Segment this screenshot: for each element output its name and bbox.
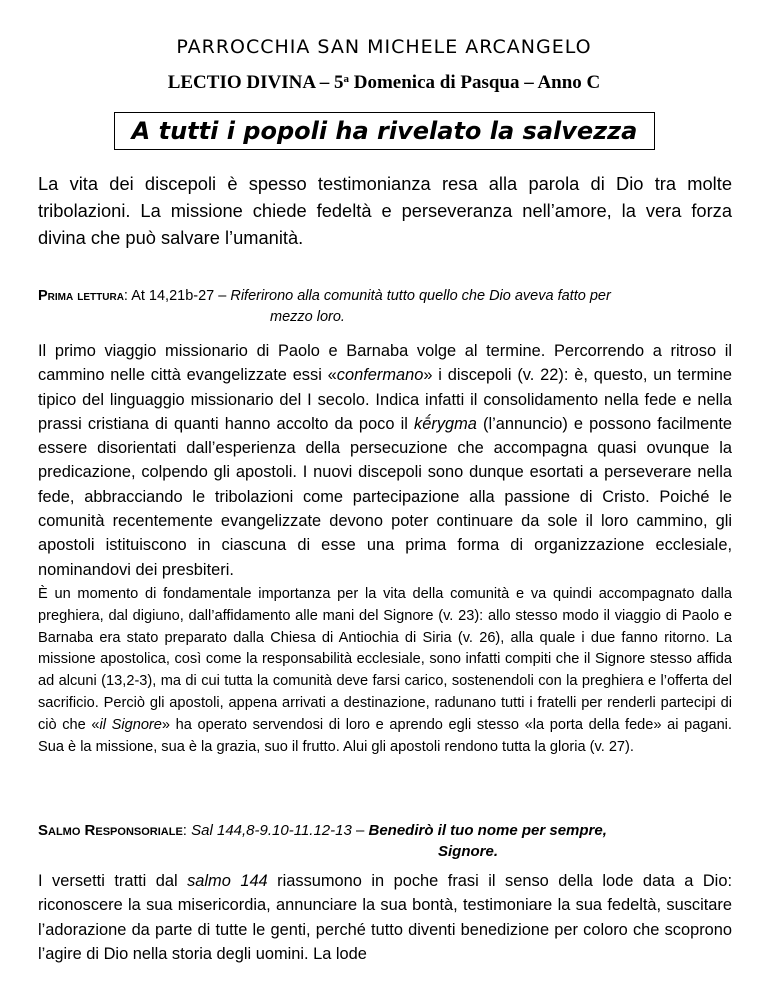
page-title: A tutti i popoli ha rivelato la salvezza bbox=[131, 117, 638, 145]
title-box bbox=[114, 112, 655, 150]
lectio-heading-post: Domenica di Pasqua – Anno C bbox=[349, 72, 601, 93]
first-reading-paragraph-1 bbox=[38, 339, 732, 582]
psalm-label: Salmo Responsoriale bbox=[38, 822, 183, 839]
psalm-dash: – bbox=[351, 822, 369, 839]
first-reading-colon: : bbox=[123, 288, 132, 304]
psalm-title-cont: Signore. bbox=[438, 843, 499, 860]
first-reading-p1-kerygma: kḗrygma bbox=[414, 414, 477, 433]
first-reading-title-cont: mezzo loro. bbox=[270, 309, 345, 325]
psalm-paragraph bbox=[38, 869, 732, 966]
first-reading-p1-c: (l’annuncio) e possono facilmente essere disorientati dall’esperienza della persecuzione che accompagna quasi ovunque la predicazione, colpendo gli apostoli. I nuovi discepoli sono dunque esortati a perseverare nella fede, abbracciando le tribolazioni come partecipazione alla passione di Cristo. Poiché le comunità recentemente evangelizzate devono poter continuare da sole il loro cammino, gli apostoli istituiscono in ciascuna di esse una prima forma di organizzazione ecclesiale, nominandovi dei presbiteri. bbox=[38, 414, 732, 579]
lectio-heading-pre: LECTIO DIVINA – 5 bbox=[167, 72, 344, 93]
psalm-colon: : bbox=[182, 822, 192, 839]
first-reading-paragraph-2 bbox=[38, 584, 732, 758]
lectio-heading bbox=[0, 72, 768, 94]
intro-paragraph: La vita dei discepoli è spesso testimonianza resa alla parola di Dio tra molte tribolazioni. La missione chiede fedeltà e perseveranza nell’amore, la vera forza divina che può salvare l’umanità. bbox=[38, 173, 732, 248]
psalm-p1-ref: salmo 144 bbox=[187, 872, 268, 890]
psalm-p1-a: I versetti tratti dal bbox=[38, 872, 188, 890]
first-reading-label: Prima lettura bbox=[38, 288, 124, 304]
first-reading-p2-a: È un momento di fondamentale importanza per la vita della comunità e va quindi accompagnato dalla preghiera, dal digiuno, dall’affidamento alle mani del Signore (v. 23): allo stesso modo il viaggio di Paolo e Barnaba era stato preparato dalla Chiesa di Antiochia di Siria (v. 26), alla quale i due fanno ritorno. La missione apostolica, così come la responsabilità ecclesiale, sono infatti compiti che il Signore stesso affida ad alcuni (13,2-3), ma di cui tutta la comunità deve farsi carico, sostenendoli con la preghiera e l’offerta del sacrificio. Perciò gli apostoli, appena arrivati a destinazione, radunano tutti i fratelli per renderli partecipi di ciò che « bbox=[38, 586, 732, 733]
psalm-heading bbox=[38, 820, 732, 862]
first-reading-ref: At 14,21b-27 – bbox=[131, 288, 231, 304]
first-reading-p1-b: » i discepoli (v. 22): è, questo, un termine tipico del linguaggio missionario del I secolo. Indica infatti il consolidamento nella fede e nella prassi cristiana di quanti hanno accolto da poco il bbox=[38, 366, 732, 433]
parish-name: PARROCCHIA SAN MICHELE ARCANGELO bbox=[176, 36, 592, 58]
first-reading-p1-a: Il primo viaggio missionario di Paolo e Barnaba volge al termine. Percorrendo a ritroso il cammino nelle città evangelizzate essi « bbox=[38, 342, 732, 385]
psalm-p1-b: riassumono in poche frasi il senso della lode data a Dio: riconoscere la sua misericordia, annunciare la sua bontà, testimoniare la sua fedeltà, suscitare l’adorazione da parte di tutte le genti, perché tutto diventi benedizione per coloro che scoprono l’agire di Dio nella storia degli uomini. La lode bbox=[38, 872, 732, 963]
psalm-ref: Sal 144,8-9.10-11.12-13 bbox=[191, 822, 352, 839]
first-reading-p2-b: » ha operato servendosi di loro e aprendo egli stesso «la porta della fede» ai pagani. Sua è la missione, sua è la grazia, suo il frutto. Alui gli apostoli rendono tutta la gloria (v. 27). bbox=[38, 716, 732, 755]
first-reading-heading bbox=[38, 286, 732, 328]
first-reading-p2-signore: il Signore bbox=[99, 716, 162, 733]
first-reading-p1-word: confermano bbox=[336, 366, 424, 385]
lectio-heading-sup: a bbox=[343, 73, 349, 85]
first-reading-title: Riferirono alla comunità tutto quello che Dio aveva fatto per bbox=[230, 288, 611, 304]
psalm-title: Benedirò il tuo nome per sempre, bbox=[368, 822, 607, 839]
